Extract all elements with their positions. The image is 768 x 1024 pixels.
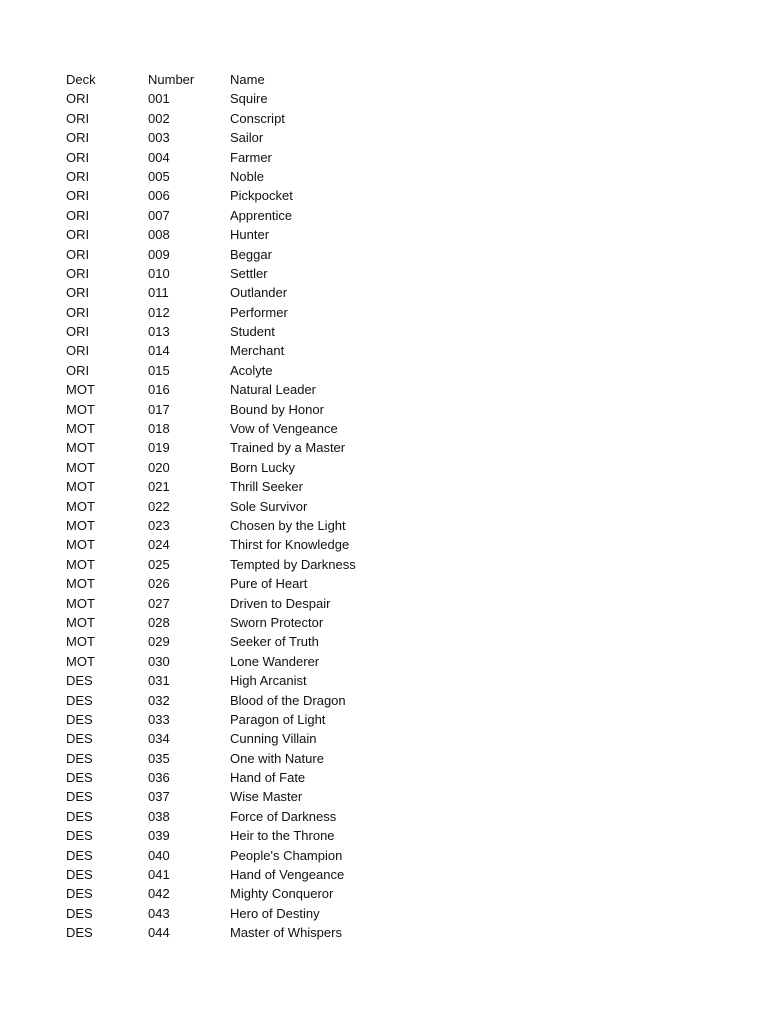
deck-cell: MOT (66, 556, 95, 572)
deck-cell: MOT (66, 459, 95, 475)
name-cell: Pickpocket (230, 188, 293, 204)
name-cell: Acolyte (230, 362, 273, 378)
number-cell: 034 (148, 731, 170, 747)
number-cell: 019 (148, 440, 170, 456)
deck-cell: MOT (66, 440, 95, 456)
number-cell: 022 (148, 498, 170, 514)
table-row (66, 225, 726, 244)
table-row (66, 264, 726, 283)
deck-cell: ORI (66, 285, 90, 301)
name-cell: Paragon of Light (230, 711, 326, 727)
deck-cell: DES (66, 692, 93, 708)
table-row (66, 710, 726, 729)
name-cell: Sole Survivor (230, 498, 308, 514)
deck-cell: ORI (66, 304, 90, 320)
table-row (66, 574, 726, 593)
number-cell: 015 (148, 362, 170, 378)
name-cell: Blood of the Dragon (230, 692, 346, 708)
number-cell: 004 (148, 149, 170, 165)
number-cell: 007 (148, 207, 170, 223)
name-cell: Farmer (230, 149, 272, 165)
number-cell: 012 (148, 304, 170, 320)
name-cell: Outlander (230, 285, 288, 301)
deck-cell: ORI (66, 362, 90, 378)
table-row (66, 322, 726, 341)
table-row (66, 89, 726, 108)
deck-cell: DES (66, 925, 93, 941)
number-cell: 031 (148, 673, 170, 689)
deck-cell: ORI (66, 168, 90, 184)
table-row (66, 729, 726, 748)
table-row (66, 128, 726, 147)
table-row (66, 186, 726, 205)
name-cell: Noble (230, 168, 264, 184)
table-row (66, 594, 726, 613)
name-cell: Merchant (230, 343, 285, 359)
deck-cell: ORI (66, 227, 90, 243)
table-row (66, 904, 726, 923)
name-cell: Hero of Destiny (230, 905, 320, 921)
name-cell: Chosen by the Light (230, 517, 346, 533)
number-cell: 008 (148, 227, 170, 243)
table-row (66, 245, 726, 264)
number-cell: 036 (148, 770, 170, 786)
deck-cell: DES (66, 867, 93, 883)
deck-cell: MOT (66, 517, 95, 533)
name-cell: Sailor (230, 130, 264, 146)
name-cell: Thirst for Knowledge (230, 537, 350, 553)
table-row (66, 535, 726, 554)
number-cell: 003 (148, 130, 170, 146)
name-cell: Seeker of Truth (230, 634, 319, 650)
number-cell: 035 (148, 750, 170, 766)
number-cell: 038 (148, 808, 170, 824)
number-cell: 030 (148, 653, 170, 669)
number-cell: 010 (148, 265, 170, 281)
name-cell: Bound by Honor (230, 401, 324, 417)
deck-cell: DES (66, 770, 93, 786)
number-cell: 013 (148, 324, 170, 340)
name-cell: Beggar (230, 246, 272, 262)
table-row (66, 691, 726, 710)
header-row (66, 70, 726, 89)
table-row (66, 884, 726, 903)
table-row (66, 303, 726, 322)
name-cell: Settler (230, 265, 268, 281)
deck-cell: DES (66, 886, 93, 902)
deck-cell: DES (66, 731, 93, 747)
name-cell: Master of Whispers (230, 925, 342, 941)
number-cell: 017 (148, 401, 170, 417)
deck-cell: ORI (66, 343, 90, 359)
number-cell: 044 (148, 925, 170, 941)
table-row (66, 497, 726, 516)
name-cell: Mighty Conqueror (230, 886, 334, 902)
table-row (66, 613, 726, 632)
table-row (66, 477, 726, 496)
table-row (66, 206, 726, 225)
name-cell: Lone Wanderer (230, 653, 320, 669)
name-cell: Sworn Protector (230, 614, 324, 630)
number-cell: 006 (148, 188, 170, 204)
number-cell: 043 (148, 905, 170, 921)
deck-cell: MOT (66, 421, 95, 437)
number-cell: 033 (148, 711, 170, 727)
number-cell: 028 (148, 614, 170, 630)
number-cell: 025 (148, 556, 170, 572)
table-row (66, 652, 726, 671)
deck-cell: ORI (66, 188, 90, 204)
deck-cell: MOT (66, 653, 95, 669)
name-cell: Apprentice (230, 207, 293, 223)
table-row (66, 438, 726, 457)
deck-cell: ORI (66, 265, 90, 281)
table-row (66, 846, 726, 865)
deck-cell: DES (66, 808, 93, 824)
name-cell: Force of Darkness (230, 808, 337, 824)
name-cell: Natural Leader (230, 382, 316, 398)
name-cell: Trained by a Master (230, 440, 346, 456)
table-row (66, 749, 726, 768)
deck-cell: ORI (66, 91, 90, 107)
name-cell: Pure of Heart (230, 576, 308, 592)
table-row (66, 109, 726, 128)
number-cell: 014 (148, 343, 170, 359)
table-row (66, 826, 726, 845)
table-row (66, 807, 726, 826)
name-cell: Tempted by Darkness (230, 556, 356, 572)
number-cell: 032 (148, 692, 170, 708)
name-cell: Hunter (230, 227, 270, 243)
number-cell: 016 (148, 382, 170, 398)
name-cell: People's Champion (230, 847, 343, 863)
number-cell: 024 (148, 537, 170, 553)
number-cell: 029 (148, 634, 170, 650)
deck-cell: MOT (66, 382, 95, 398)
number-cell: 005 (148, 168, 170, 184)
number-cell: 001 (148, 91, 170, 107)
name-cell: Born Lucky (230, 459, 296, 475)
number-cell: 011 (148, 285, 169, 301)
table-row (66, 400, 726, 419)
table-row (66, 768, 726, 787)
number-cell: 026 (148, 576, 170, 592)
table-row (66, 787, 726, 806)
deck-cell: ORI (66, 246, 90, 262)
header-deck: Deck (66, 72, 96, 87)
table-row (66, 148, 726, 167)
table-row (66, 865, 726, 884)
number-cell: 023 (148, 517, 170, 533)
table-row (66, 167, 726, 186)
table-row (66, 923, 726, 942)
number-cell: 021 (148, 479, 170, 495)
name-cell: Squire (230, 91, 268, 107)
name-cell: Hand of Vengeance (230, 867, 345, 883)
number-cell: 018 (148, 421, 170, 437)
table-row (66, 516, 726, 535)
table-row (66, 380, 726, 399)
deck-cell: DES (66, 673, 93, 689)
deck-cell: ORI (66, 110, 90, 126)
deck-cell: MOT (66, 576, 95, 592)
number-cell: 009 (148, 246, 170, 262)
deck-cell: MOT (66, 537, 95, 553)
name-cell: Hand of Fate (230, 770, 306, 786)
number-cell: 027 (148, 595, 170, 611)
number-cell: 020 (148, 459, 170, 475)
deck-cell: ORI (66, 207, 90, 223)
table-row (66, 361, 726, 380)
deck-cell: DES (66, 828, 93, 844)
card-table (66, 70, 726, 943)
table-row (66, 458, 726, 477)
deck-cell: MOT (66, 401, 95, 417)
number-cell: 040 (148, 847, 170, 863)
deck-cell: MOT (66, 479, 95, 495)
deck-cell: ORI (66, 149, 90, 165)
number-cell: 037 (148, 789, 170, 805)
deck-cell: MOT (66, 614, 95, 630)
name-cell: Performer (230, 304, 288, 320)
deck-cell: DES (66, 789, 93, 805)
name-cell: Wise Master (230, 789, 303, 805)
name-cell: Conscript (230, 110, 285, 126)
deck-cell: MOT (66, 634, 95, 650)
deck-cell: MOT (66, 595, 95, 611)
deck-cell: ORI (66, 130, 90, 146)
table-row (66, 632, 726, 651)
deck-cell: DES (66, 905, 93, 921)
deck-cell: DES (66, 750, 93, 766)
table-row (66, 419, 726, 438)
header-number: Number (148, 72, 195, 87)
name-cell: High Arcanist (230, 673, 307, 689)
table-row (66, 283, 726, 302)
table-row (66, 671, 726, 690)
table-row (66, 341, 726, 360)
name-cell: One with Nature (230, 750, 324, 766)
header-name: Name (230, 72, 265, 87)
deck-cell: ORI (66, 324, 90, 340)
name-cell: Driven to Despair (230, 595, 331, 611)
name-cell: Cunning Villain (230, 731, 317, 747)
name-cell: Student (230, 324, 275, 340)
number-cell: 041 (148, 867, 170, 883)
number-cell: 002 (148, 110, 170, 126)
table-body (66, 89, 726, 942)
deck-cell: DES (66, 711, 93, 727)
table-row (66, 555, 726, 574)
name-cell: Thrill Seeker (230, 479, 303, 495)
deck-cell: MOT (66, 498, 95, 514)
name-cell: Vow of Vengeance (230, 421, 338, 437)
name-cell: Heir to the Throne (230, 828, 335, 844)
deck-cell: DES (66, 847, 93, 863)
number-cell: 039 (148, 828, 170, 844)
number-cell: 042 (148, 886, 170, 902)
